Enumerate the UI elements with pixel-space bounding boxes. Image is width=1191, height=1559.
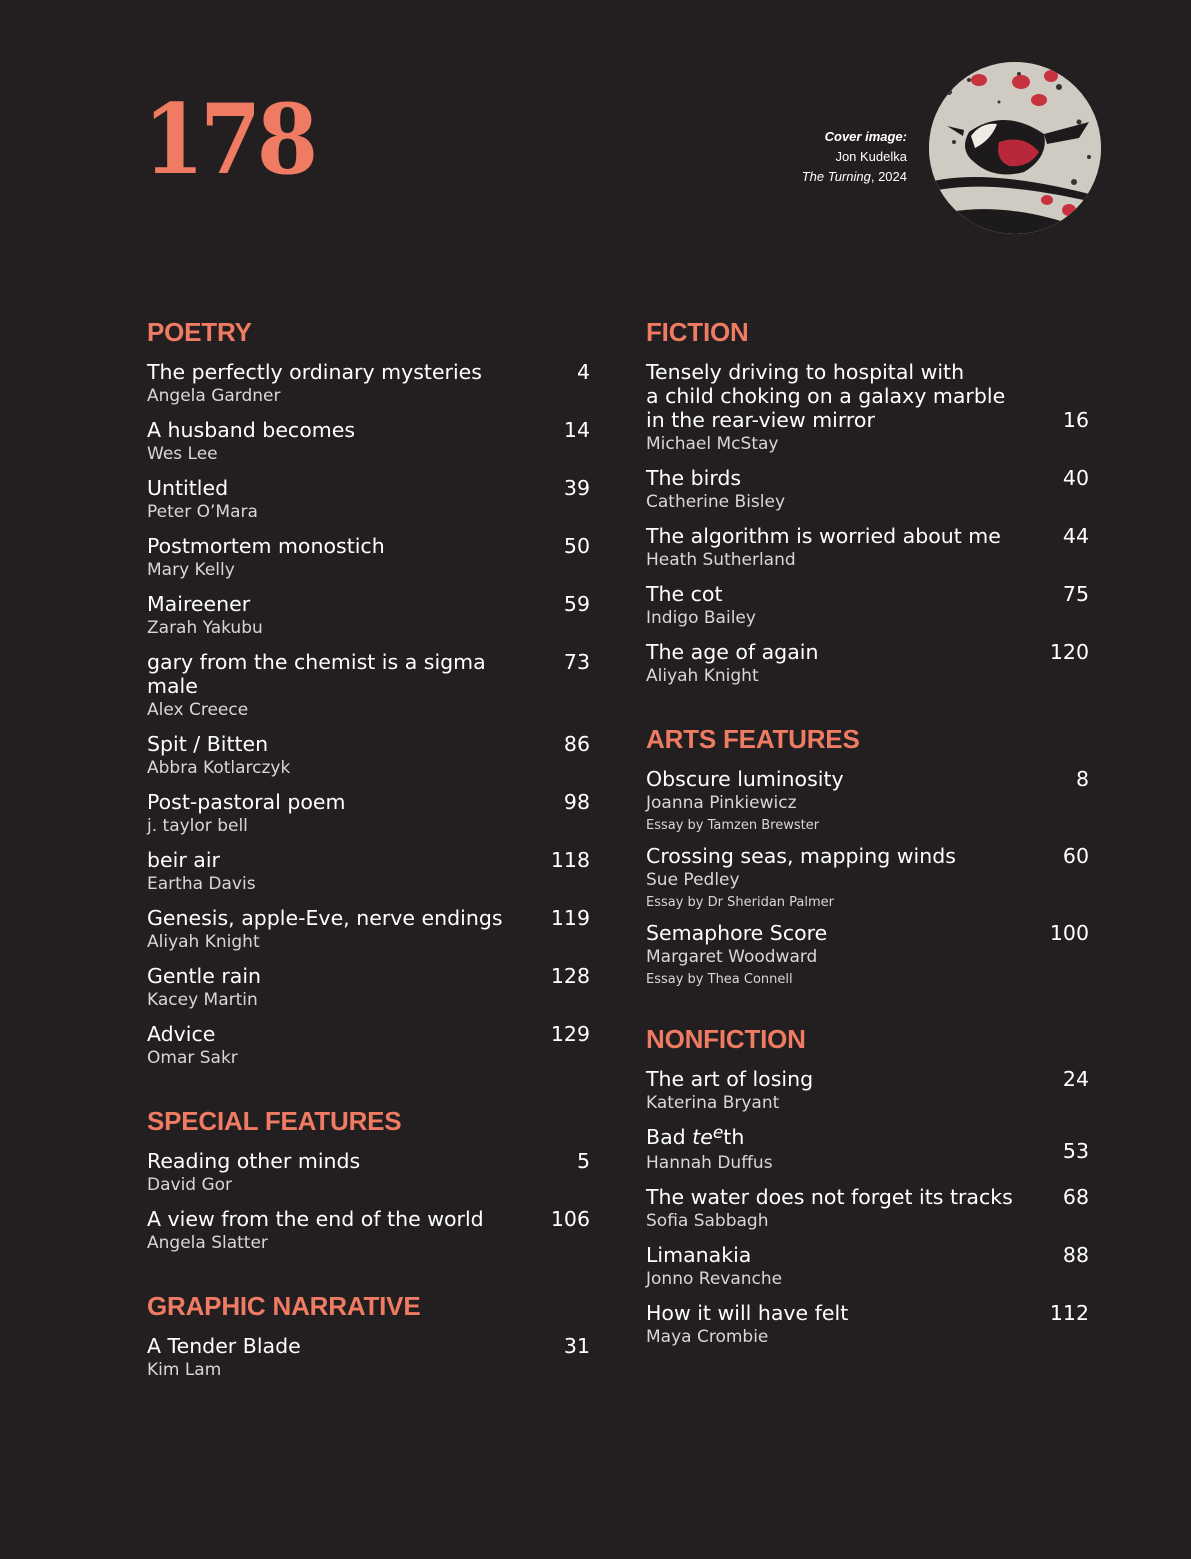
page-number: 24	[1062, 1067, 1089, 1091]
toc-entry[interactable]	[147, 906, 590, 955]
cover-credit-label: Cover image:	[824, 129, 907, 144]
toc-left-column	[147, 316, 590, 1417]
section-title: NONFICTION	[646, 1024, 806, 1054]
entry-title: Crossing seas, mapping winds	[646, 844, 956, 868]
entry-title: The birds	[646, 466, 742, 490]
entry-author: David Gor	[147, 1175, 233, 1195]
entry-title-part: e	[712, 1123, 724, 1143]
page-number: 98	[563, 790, 590, 814]
entry-author: Aliyah Knight	[646, 666, 759, 686]
toc-entry[interactable]	[646, 767, 1089, 835]
toc-entry[interactable]	[646, 844, 1089, 912]
section-poetry	[147, 316, 590, 1071]
toc-entry[interactable]	[147, 964, 590, 1013]
toc-entry[interactable]	[147, 1022, 590, 1071]
toc-entry[interactable]	[147, 534, 590, 583]
entry-title: A view from the end of the world	[147, 1207, 484, 1231]
section-fiction	[646, 316, 1089, 689]
page-number: 88	[1062, 1243, 1089, 1267]
toc-entry[interactable]	[147, 1207, 590, 1256]
entry-title: gary from the chemist is a sigma male	[147, 650, 486, 698]
toc-entry[interactable]	[646, 1185, 1089, 1234]
entry-author: Maya Crombie	[646, 1327, 769, 1347]
bird-illustration-icon	[929, 62, 1101, 234]
toc-entry[interactable]	[147, 848, 590, 897]
toc-entry[interactable]	[646, 466, 1089, 515]
entry-title: Advice	[147, 1022, 216, 1046]
entry-author: Catherine Bisley	[646, 492, 786, 512]
toc-entry[interactable]	[646, 1125, 1089, 1176]
section-nonfiction	[646, 1023, 1089, 1350]
page-number: 129	[550, 1022, 590, 1046]
page-number: 68	[1062, 1185, 1089, 1209]
page-number: 8	[1075, 767, 1089, 791]
page-number: 39	[563, 476, 590, 500]
section-graphic-narrative	[147, 1290, 590, 1383]
page-number: 86	[563, 732, 590, 756]
entry-author: Indigo Bailey	[646, 608, 756, 628]
page-number: 73	[563, 650, 590, 674]
page-number: 106	[550, 1207, 590, 1231]
cover-credit-work	[802, 167, 907, 187]
cover-work-title: The Turning	[801, 169, 871, 184]
entry-author: Michael McStay	[646, 434, 779, 454]
toc-right-column	[646, 316, 1089, 1384]
entry-title: The algorithm is worried about me	[646, 524, 1001, 548]
entry-title: Genesis, apple-Eve, nerve endings	[147, 906, 503, 930]
cover-credit	[802, 127, 907, 187]
section-title: GRAPHIC NARRATIVE	[147, 1291, 421, 1321]
section-title: FICTION	[646, 317, 749, 347]
toc-entry[interactable]	[147, 360, 590, 409]
page-number: 112	[1049, 1301, 1089, 1325]
entry-author: Hannah Duffus	[646, 1153, 773, 1173]
page-number: 75	[1062, 582, 1089, 606]
page-number: 5	[576, 1149, 590, 1173]
page-number: 100	[1049, 921, 1089, 945]
entry-author: Kim Lam	[147, 1360, 222, 1380]
section-title: POETRY	[147, 317, 252, 347]
entry-author: Eartha Davis	[147, 874, 256, 894]
entry-author: Sofia Sabbagh	[646, 1211, 769, 1231]
entry-title: Semaphore Score	[646, 921, 828, 945]
toc-entry[interactable]	[646, 1301, 1089, 1350]
page-number: 128	[550, 964, 590, 988]
entry-author: Heath Sutherland	[646, 550, 796, 570]
entry-title: Untitled	[147, 476, 229, 500]
section-special-features	[147, 1105, 590, 1256]
entry-title: Limanakia	[646, 1243, 752, 1267]
entry-title-part: th	[723, 1125, 745, 1149]
page-number: 59	[563, 592, 590, 616]
toc-entry[interactable]	[646, 360, 1089, 457]
page-number: 40	[1062, 466, 1089, 490]
entry-author: Abbra Kotlarczyk	[147, 758, 291, 778]
cover-work-year: , 2024	[870, 169, 907, 184]
entry-author: Omar Sakr	[147, 1048, 238, 1068]
entry-author: Wes Lee	[147, 444, 218, 464]
entry-title: Postmortem monostich	[147, 534, 385, 558]
entry-author: Katerina Bryant	[646, 1093, 780, 1113]
entry-author: Alex Creece	[147, 700, 249, 720]
entry-title: Gentle rain	[147, 964, 262, 988]
entry-title: Tensely driving to hospital with a child choking on a galaxy marble in the rear-view mirror	[646, 360, 1006, 432]
entry-title-part: Bad	[646, 1125, 693, 1149]
issue-number: 178	[143, 83, 314, 196]
page-number: 118	[550, 848, 590, 872]
entry-title: Maireener	[147, 592, 251, 616]
entry-title: The age of again	[646, 640, 819, 664]
entry-title: Post-pastoral poem	[147, 790, 346, 814]
toc-entry[interactable]	[147, 790, 590, 839]
toc-entry[interactable]	[646, 1067, 1089, 1116]
entry-author: Joanna Pinkiewicz	[646, 793, 797, 813]
toc-entry[interactable]	[646, 1243, 1089, 1292]
page-number: 44	[1062, 524, 1089, 548]
entry-title: Obscure luminosity	[646, 767, 844, 791]
entry-author: Aliyah Knight	[147, 932, 260, 952]
section-title: SPECIAL FEATURES	[147, 1106, 402, 1136]
entry-title: beir air	[147, 848, 220, 872]
entry-essay-credit: Essay by Dr Sheridan Palmer	[646, 895, 834, 910]
entry-author: j. taylor bell	[147, 816, 248, 836]
entry-title: The water does not forget its tracks	[646, 1185, 1013, 1209]
page-number: 4	[576, 360, 590, 384]
toc-entry[interactable]	[646, 921, 1089, 989]
entry-author: Zarah Yakubu	[147, 618, 263, 638]
toc-entry[interactable]	[646, 582, 1089, 631]
entry-author: Peter O’Mara	[147, 502, 258, 522]
page-number: 120	[1049, 640, 1089, 664]
entry-title: A Tender Blade	[147, 1334, 301, 1358]
page-number: 60	[1062, 844, 1089, 868]
entry-title-part: te	[692, 1125, 713, 1149]
entry-author: Kacey Martin	[147, 990, 258, 1010]
entry-title: A husband becomes	[147, 418, 356, 442]
page-number: 53	[1062, 1139, 1089, 1163]
toc-entry[interactable]	[147, 650, 590, 723]
section-title: ARTS FEATURES	[646, 724, 860, 754]
toc-entry[interactable]	[147, 592, 590, 641]
toc-entry[interactable]	[147, 1149, 590, 1198]
entry-essay-credit: Essay by Thea Connell	[646, 972, 793, 987]
entry-title: The cot	[646, 582, 723, 606]
entry-title: How it will have felt	[646, 1301, 849, 1325]
entry-author: Sue Pedley	[646, 870, 740, 890]
entry-title: The art of losing	[646, 1067, 814, 1091]
page-number: 119	[550, 906, 590, 930]
entry-essay-credit: Essay by Tamzen Brewster	[646, 818, 820, 833]
entry-author: Angela Gardner	[147, 386, 281, 406]
entry-title: Reading other minds	[147, 1149, 361, 1173]
page-number: 14	[563, 418, 590, 442]
entry-title	[646, 1125, 1019, 1151]
cover-credit-artist: Jon Kudelka	[835, 149, 907, 164]
section-arts-features	[646, 723, 1089, 989]
toc-entry[interactable]	[147, 732, 590, 781]
page-number: 50	[563, 534, 590, 558]
entry-author: Margaret Woodward	[646, 947, 818, 967]
entry-author: Jonno Revanche	[646, 1269, 783, 1289]
toc-entry[interactable]	[646, 640, 1089, 689]
toc-entry[interactable]	[147, 418, 590, 467]
entry-title: Spit / Bitten	[147, 732, 269, 756]
toc-entry[interactable]	[147, 1334, 590, 1383]
toc-entry[interactable]	[147, 476, 590, 525]
toc-entry[interactable]	[646, 524, 1089, 573]
cover-image	[929, 62, 1101, 234]
entry-title: The perfectly ordinary mysteries	[147, 360, 482, 384]
page-number: 16	[1062, 408, 1089, 432]
page-number: 31	[563, 1334, 590, 1358]
entry-author: Angela Slatter	[147, 1233, 268, 1253]
entry-author: Mary Kelly	[147, 560, 235, 580]
